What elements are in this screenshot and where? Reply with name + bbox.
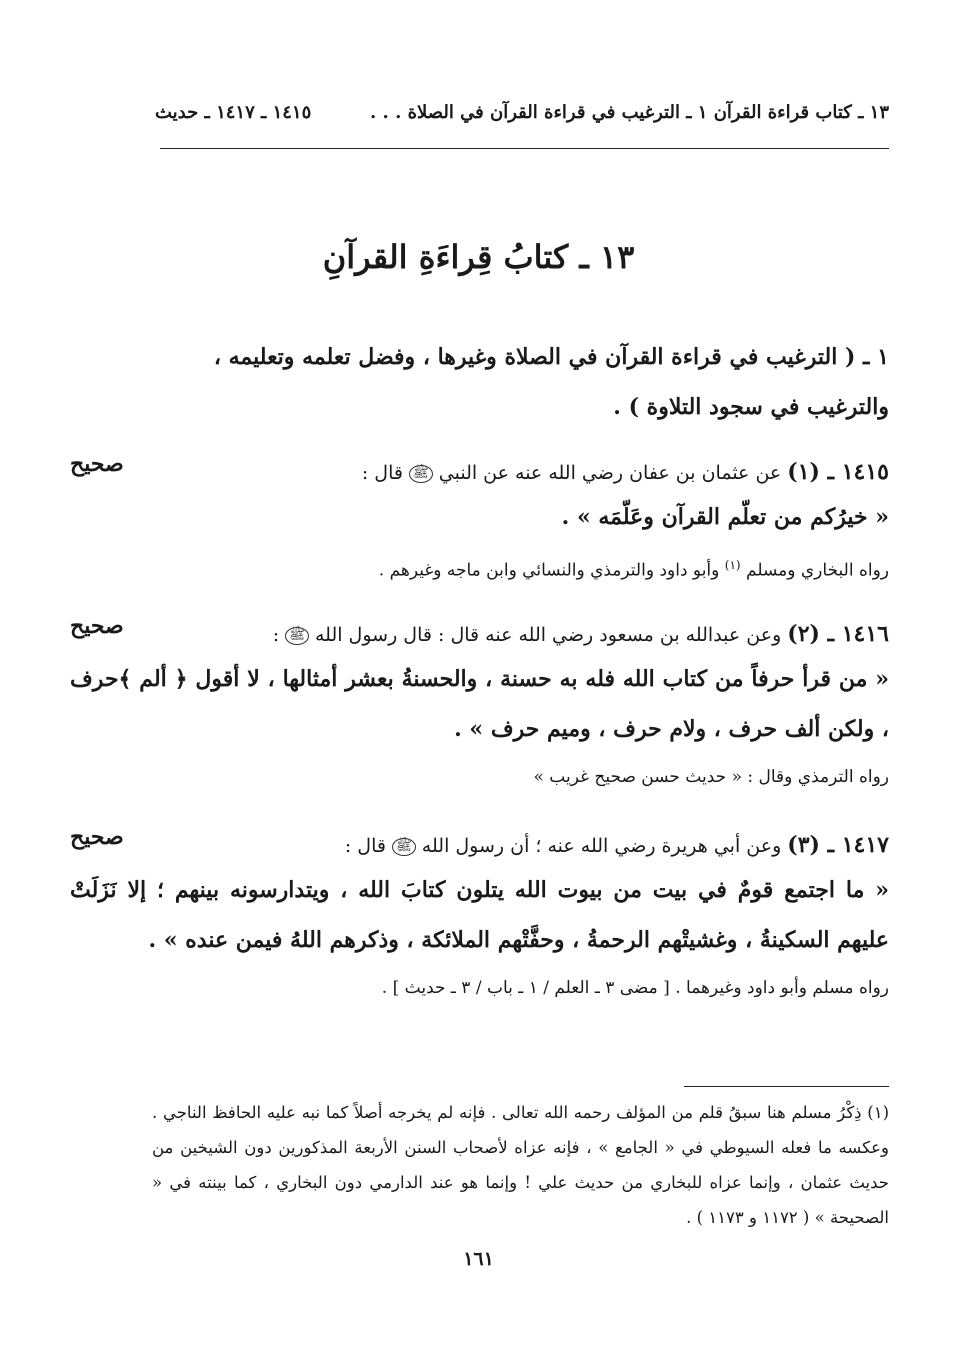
footnote: (١) ذِكْرُ مسلم هنا سبقُ قلم من المؤلف رحمه الله تعالى . فإنه لم يخرجه أصلاً كما نبه عليه الحافظ الناجي . وعكسه ما فعله السيوطي في « الجامع » ، فإنه عزاه لأصحاب السنن الأربعة المذكورين دون الشيخين من حديث عثمان ، وإنما عزاه للبخاري من حديث علي ! وإنما هو عند الدارمي دون البخاري ، كما بينته في « الصحيحة » ( ١١٧٢ و ١١٧٣ ) . [152,1103,889,1227]
hadith-1416 [70,615,889,794]
hadith-grade: صحيح [70,451,124,477]
hadith-1417 [70,826,889,1005]
hadith-source [70,548,889,588]
page-number: ١٦١ [463,1248,494,1270]
hadith-1415 [70,453,889,588]
hadith-number: ١٤١٥ ـ (١) [787,459,889,485]
hadith-narrator: وعن عبدالله بن مسعود رضي الله عنه قال : قال رسول الله [314,624,782,646]
book-title: ١٣ ـ كتابُ قِراءَةِ القرآنِ [322,238,635,276]
hadith-source-end: وأبو داود والترمذي والنسائي وابن ماجه وغيرهم . [378,560,720,581]
hadith-intro [70,453,889,492]
hadith-number: ١٤١٧ ـ (٣) [787,832,889,858]
hadith-intro [70,826,889,865]
hadith-number: ١٤١٦ ـ (٢) [787,621,889,647]
hadith-text: « خيرُكم من تعلّم القرآن وعَلّمَه » . [561,504,889,530]
running-header-right: ١٣ ـ كتاب قراءة القرآن ١ ـ الترغيب في قراءة القرآن في الصلاة . . . [370,102,889,123]
header-rule [160,148,889,149]
footnote-ref[interactable]: (١) [724,558,741,572]
salawat-glyph-icon: ﷺ [392,838,416,856]
running-header [155,102,889,123]
salawat-glyph-icon: ﷺ [409,465,433,483]
running-header-left: ١٤١٥ ـ ١٤١٧ ـ حديث [155,102,312,123]
hadith-text: « من قرأ حرفاً من كتاب الله فله به حسنة ، والحسنةُ بعشر أمثالها ، لا أقول ﴿ ألم ﴾حرف ، ولكن ألف حرف ، ولام حرف ، وميم حرف » . [70,666,889,742]
hadith-intro-end: : [272,624,280,646]
hadith-source: رواه مسلم وأبو داود وغيرهما . [ مضى ٣ ـ العلم / ١ ـ باب / ٣ ـ حديث ] . [381,978,889,998]
hadith-source: رواه الترمذي وقال : « حديث حسن صحيح غريب » [533,767,889,787]
hadith-narrator: وعن أبي هريرة رضي الله عنه ؛ أن رسول الله [421,835,782,857]
footnote-rule [684,1086,889,1087]
chapter-title: ١ ـ ( الترغيب في قراءة القرآن في الصلاة وغيرها ، وفضل تعلمه وتعليمه ، والترغيب في سجود التلاوة ) . [213,344,889,420]
hadith-text: « ما اجتمع قومٌ في بيت من بيوت الله يتلون كتابَ الله ، ويتدارسونه بينهم ؛ إلا نَزَلَتْ عليهم السكينةُ ، وغشيتْهم الرحمةُ ، وحفَّتْهم الملائكة ، وذكرهم اللهُ فيمن عنده » . [70,877,889,953]
hadith-intro [70,615,889,654]
hadith-narrator: عن عثمان بن عفان رضي الله عنه عن النبي [438,462,782,484]
hadith-source-start: رواه البخاري ومسلم [746,560,889,581]
salawat-glyph-icon: ﷺ [285,627,309,645]
hadith-grade: صحيح [70,613,124,639]
hadith-intro-end: قال : [361,462,403,484]
hadith-grade: صحيح [70,824,124,850]
hadith-intro-end: قال : [344,835,386,857]
